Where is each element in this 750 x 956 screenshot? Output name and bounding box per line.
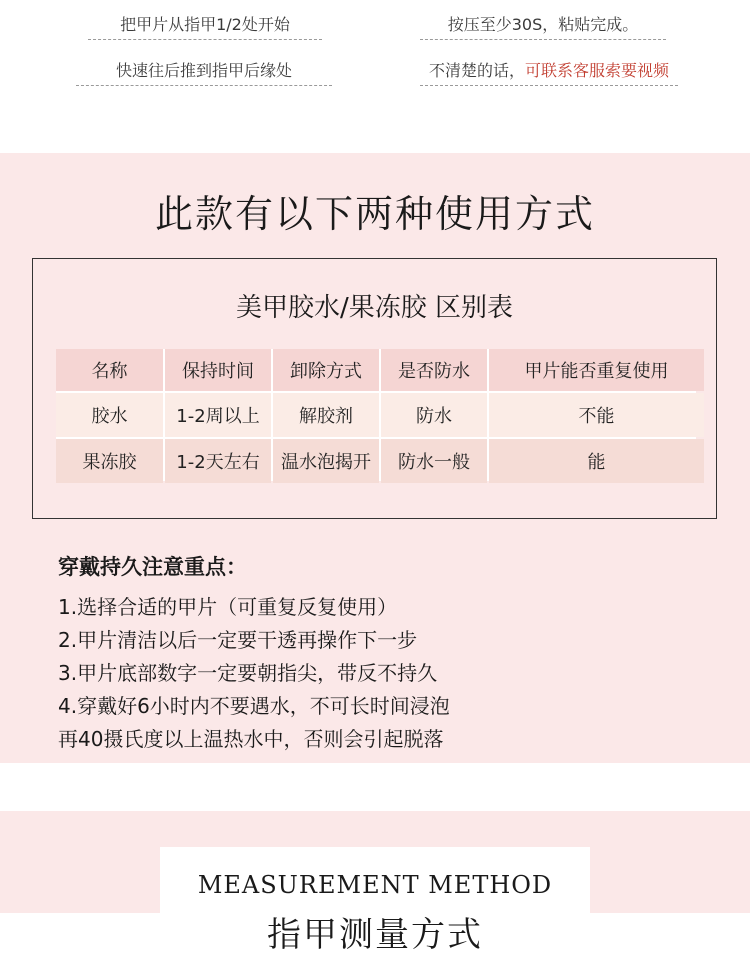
care-notes-heading: 穿戴持久注意重点： (58, 555, 247, 579)
tip-step-push-start: 把甲片从指甲1/2处开始 (88, 12, 322, 40)
contact-service-link[interactable]: 可联系客服索要视频 (525, 61, 670, 80)
tip-step-press: 按压至少30S，粘贴完成。 (420, 12, 666, 40)
table-cell: 防水 (381, 393, 487, 437)
table-header-cell: 卸除方式 (273, 349, 379, 391)
table-header-cell: 保持时间 (165, 349, 271, 391)
table-cell: 果冻胶 (56, 439, 163, 483)
table-cell: 胶水 (56, 393, 163, 437)
table-cell: 温水泡揭开 (273, 439, 379, 483)
care-note-item: 4.穿戴好6小时内不要遇水，不可长时间浸泡 (58, 694, 450, 718)
table-cell: 1-2天左右 (165, 439, 271, 483)
care-note-item: 1.选择合适的甲片（可重复反复使用） (58, 595, 398, 619)
comparison-table (56, 349, 696, 481)
table-title: 美甲胶水/果冻胶 区别表 (235, 293, 514, 323)
usage-section (0, 153, 750, 763)
care-note-item: 再40摄氏度以上温热水中，否则会引起脱落 (58, 727, 444, 751)
care-notes (58, 551, 450, 756)
tip-contact-prefix: 不清楚的话， (428, 61, 525, 80)
measurement-title-zh: 指甲测量方式 (267, 915, 483, 955)
tip-step-push-back: 快速往后推到指甲后缘处 (76, 58, 332, 86)
table-header-cell: 是否防水 (381, 349, 487, 391)
measurement-title-en: MEASUREMENT METHOD (197, 871, 553, 899)
table-header-cell: 甲片能否重复使用 (489, 349, 704, 391)
table-cell: 防水一般 (381, 439, 487, 483)
comparison-table-box (32, 258, 717, 519)
tip-contact-service (420, 58, 678, 86)
care-note-item: 2.甲片清洁以后一定要干透再操作下一步 (58, 628, 418, 652)
table-cell: 能 (489, 439, 704, 483)
table-cell: 解胶剂 (273, 393, 379, 437)
table-cell: 不能 (489, 393, 704, 437)
section-divider (0, 763, 750, 811)
measurement-section (0, 811, 750, 955)
table-header-cell: 名称 (56, 349, 163, 391)
section-title: 此款有以下两种使用方式 (154, 192, 595, 236)
table-cell: 1-2周以上 (165, 393, 271, 437)
instruction-tips (0, 0, 750, 153)
care-note-item: 3.甲片底部数字一定要朝指尖，带反不持久 (58, 661, 438, 685)
